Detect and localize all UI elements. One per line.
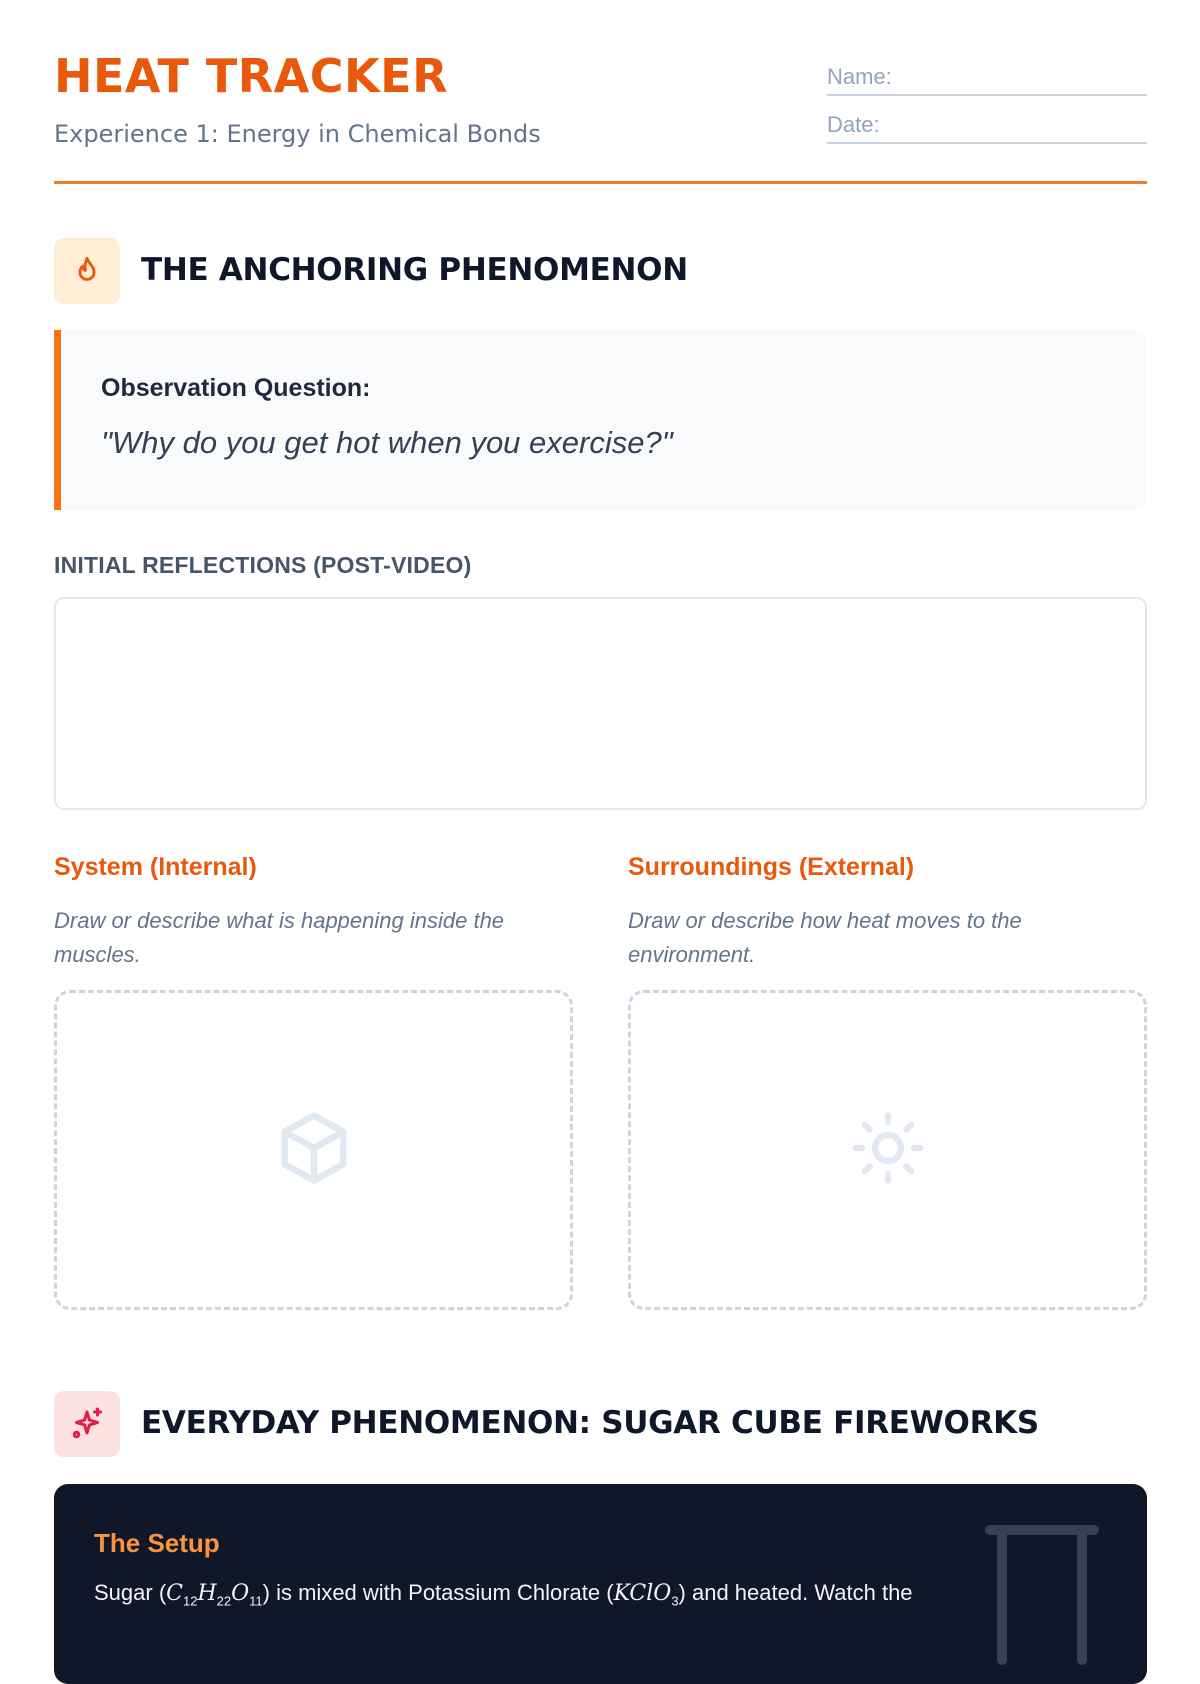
worksheet-page: [54, 0, 1147, 1609]
page-subtitle: Experience 1: Energy in Chemical Bonds: [54, 120, 541, 148]
everyday-heading: EVERYDAY PHENOMENON: SUGAR CUBE FIREWORKS: [141, 1405, 1039, 1441]
system-drawing-area[interactable]: [54, 990, 573, 1310]
surroundings-drawing-area[interactable]: [628, 990, 1147, 1310]
date-field[interactable]: [827, 110, 1147, 144]
surroundings-title: Surroundings (External): [628, 853, 915, 881]
sun-icon: [849, 1109, 927, 1192]
setup-title: The Setup: [94, 1528, 220, 1558]
surroundings-column: [628, 853, 1147, 972]
system-title: System (Internal): [54, 853, 257, 881]
beaker-icon: [985, 1522, 1099, 1667]
observation-question: "Why do you get hot when you exercise?": [101, 425, 673, 460]
system-column: [54, 853, 573, 972]
setup-text: Sugar $(C_{12}H_{22}O_{11})$ is mixed with Potassium Chlorate (KClO$_3$) and heated. Watch the: [94, 1580, 913, 1609]
everyday-section-header: [54, 1391, 1147, 1457]
sparkles-icon: [54, 1391, 120, 1457]
name-field[interactable]: [827, 62, 1147, 96]
page-title: HEAT TRACKER: [54, 49, 448, 103]
observation-label: Observation Question:: [101, 374, 371, 402]
reflections-label: INITIAL REFLECTIONS (POST-VIDEO): [54, 552, 472, 578]
cube-icon: [275, 1109, 353, 1192]
reflections-input[interactable]: [54, 597, 1147, 810]
flame-icon: [54, 238, 120, 304]
worksheet-header: [54, 0, 1147, 184]
anchoring-section-header: [54, 238, 1147, 304]
name-label: Name:: [827, 64, 892, 89]
date-label: Date:: [827, 112, 880, 137]
surroundings-description: Draw or describe how heat moves to the environment.: [628, 908, 1022, 967]
anchoring-heading: THE ANCHORING PHENOMENON: [141, 252, 688, 288]
setup-card: [54, 1484, 1147, 1684]
system-description: Draw or describe what is happening inside the muscles.: [54, 908, 505, 967]
observation-box: [54, 330, 1147, 510]
